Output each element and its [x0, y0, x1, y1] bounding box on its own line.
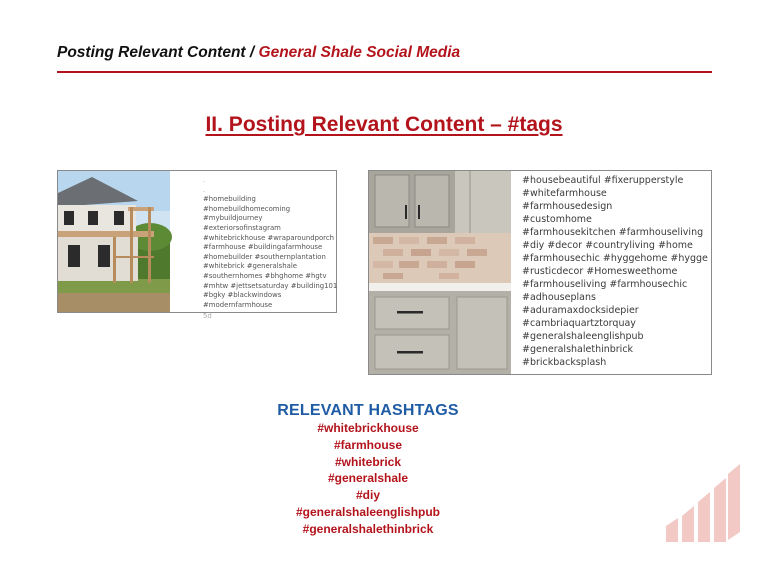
hashtag-line: #generalshalethinbrick — [522, 344, 634, 355]
relevant-hashtag: #generalshale — [327, 471, 409, 486]
relevant-hashtag: #diy — [355, 488, 380, 503]
hashtag-line: #farmhouseliving #farmhousechic — [522, 279, 688, 290]
hashtag-line: #mhtw #jettsetsaturday #building101 — [203, 281, 338, 290]
hashtag-line: #modernfarmhouse — [203, 300, 273, 309]
post-caption-hashtags — [522, 174, 708, 369]
header-divider — [57, 71, 712, 73]
hashtag-line: #farmhousekitchen #farmhouseliving — [522, 227, 704, 238]
hashtag-line: #homebuilding — [203, 195, 256, 204]
post-caption-hashtags — [203, 176, 337, 322]
header-separator: / — [245, 44, 259, 61]
house-exterior-photo — [58, 171, 170, 312]
section-title: II. Posting Relevant Content – #tags — [205, 113, 563, 136]
relevant-hashtag: #whitebrickhouse — [317, 421, 419, 435]
hashtag-line: #whitebrick #generalshale — [203, 262, 298, 271]
hashtag-line: #cambriaquartztorquay — [522, 318, 636, 329]
relevant-hashtag: #generalshaleenglishpub — [295, 504, 441, 519]
hashtag-line: #brickbacksplash — [522, 357, 607, 368]
post-age: 5d — [203, 312, 212, 321]
relevant-hashtags-heading: RELEVANT HASHTAGS — [277, 402, 459, 419]
hashtag-line: #farmhouse #buildingafarmhouse — [203, 243, 323, 252]
general-shale-logo-icon — [662, 460, 742, 542]
hashtag-line: #housebeautiful #fixerupperstyle — [522, 175, 684, 186]
hashtag-line: #customhome — [522, 214, 592, 225]
hashtag-line: #diy #decor #countryliving #home — [522, 240, 693, 251]
relevant-hashtag: #whitebrick — [334, 454, 402, 469]
header-subtitle: General Shale Social Media — [258, 44, 461, 61]
hashtag-line: #farmhousedesign — [522, 201, 613, 212]
hashtag-line: #rusticdecor #Homesweethome — [522, 266, 678, 277]
hashtag-line: #adhouseplans — [522, 292, 596, 303]
hashtag-line: #whitebrickhouse #wraparoundporch — [203, 233, 334, 242]
kitchen-photo — [369, 171, 511, 374]
caption-dot: . — [203, 185, 206, 194]
instagram-post-kitchen — [368, 170, 712, 375]
hashtag-line: #southernhomes #bhghome #hgtv — [203, 271, 327, 280]
relevant-hashtag: #farmhouse — [333, 437, 403, 452]
caption-dot: . — [203, 176, 206, 184]
instagram-post-house — [57, 170, 338, 321]
hashtag-line: #homebuilder #southernplantation — [203, 252, 326, 261]
relevant-hashtags — [218, 402, 518, 538]
hashtag-line: #exteriorsofinstagram — [203, 223, 281, 232]
hashtag-line: #bgky #blackwindows — [203, 291, 282, 300]
hashtag-line: #aduramaxdocksidepier — [522, 305, 639, 316]
hashtag-line: #farmhousechic #hyggehome #hygge — [522, 253, 708, 264]
relevant-hashtag: #generalshalethinbrick — [302, 521, 434, 536]
hashtag-line: #generalshaleenglishpub — [522, 331, 644, 342]
hashtag-line: #homebuildhomecoming — [203, 204, 291, 213]
hashtag-line: #whitefarmhouse — [522, 188, 607, 199]
hashtag-line: #mybuildjourney — [203, 214, 263, 223]
slide-header — [57, 44, 717, 62]
header-title: Posting Relevant Content — [57, 44, 246, 61]
